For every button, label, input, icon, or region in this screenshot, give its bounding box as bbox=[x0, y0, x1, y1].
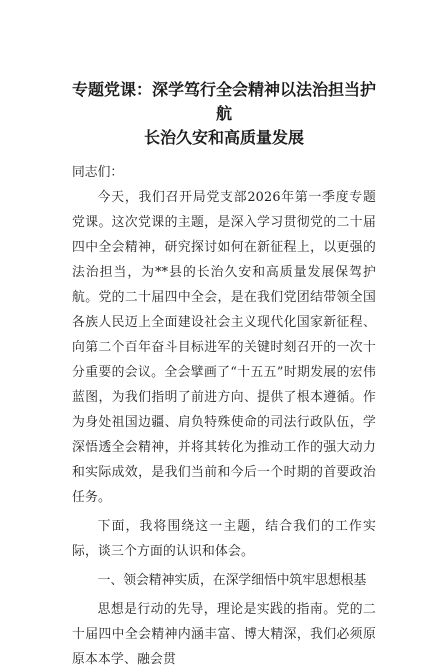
title-line-2: 长治久安和高质量发展 bbox=[143, 128, 304, 147]
document-title bbox=[72, 78, 376, 150]
body-paragraph-1: 今天，我们召开局党支部2026年第一季度专题党课。这次党课的主题，是深入学习贯彻党的二十届四中全会精神，研究探讨如何在新征程上，以更强的法治担当，为**县的长治久安和高质量发展保驾护航。党的二十届四中全会，是在我们党团结带领全国各族人民迈上全面建设社会主义现代化国家新征程、向第二个百年奋斗目标进军的关键时刻召开的一次十分重要的会议。全会擘画了“十五五”时期发展的宏伟蓝图，为我们指明了前进方向、提供了根本遵循。作为身处祖国边疆、肩负特殊使命的司法行政队伍，学深悟透全会精神，并将其转化为推动工作的强大动力和实际成效，是我们当前和今后一个时期的首要政治任务。 bbox=[72, 190, 376, 505]
greeting: 同志们： bbox=[72, 165, 124, 180]
title-line-1: 专题党课：深学笃行全会精神以法治担当护航 bbox=[72, 80, 377, 123]
body-paragraph-2: 下面，我将围绕这一主题，结合我们的工作实际，谈三个方面的认识和体会。 bbox=[72, 519, 376, 559]
section-heading-1: 一、领会精神实质，在深学细悟中筑牢思想根基 bbox=[97, 573, 367, 588]
body-paragraph-3: 思想是行动的先导，理论是实践的指南。党的二十届四中全会精神内涵丰富、博大精深，我们必须原原本本学、融会贯 bbox=[72, 602, 376, 667]
